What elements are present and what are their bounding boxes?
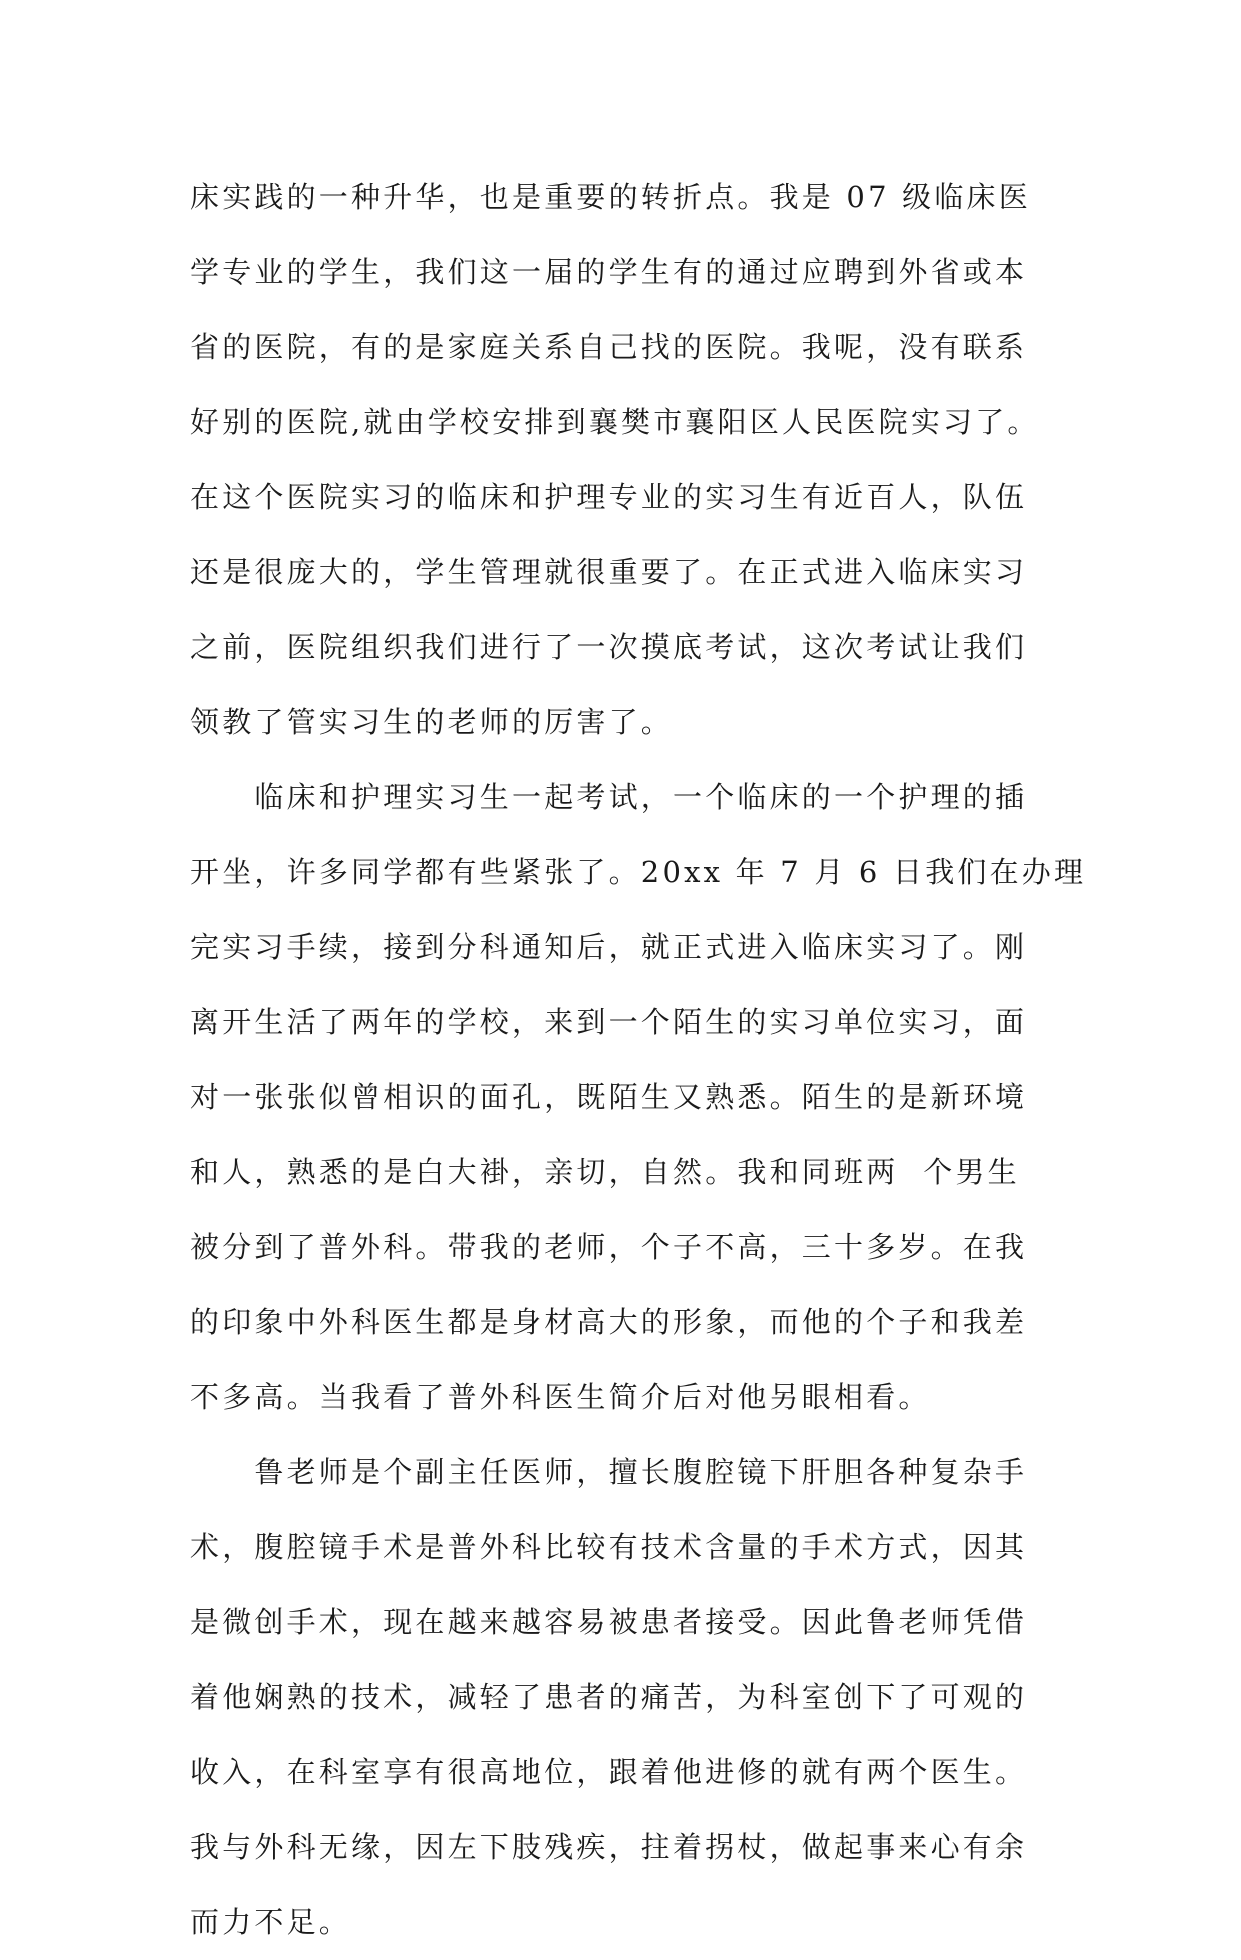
text-line: 还是很庞大的，学生管理就很重要了。在正式进入临床实习: [190, 555, 1028, 589]
text-line: 着他娴熟的技术，减轻了患者的痛苦，为科室创下了可观的: [190, 1680, 1028, 1714]
text-line: 收入，在科室享有很高地位，跟着他进修的就有两个医生。: [190, 1755, 1028, 1789]
text-line: 的印象中外科医生都是身材高大的形象，而他的个子和我差: [190, 1305, 1028, 1339]
text-line: 在这个医院实习的临床和护理专业的实习生有近百人，队伍: [190, 480, 1028, 514]
text-line: 是微创手术，现在越来越容易被患者接受。因此鲁老师凭借: [190, 1605, 1028, 1639]
text-line: 好别的医院,就由学校安排到襄樊市襄阳区人民医院实习了。: [190, 405, 1040, 439]
text-line: 学专业的学生，我们这一届的学生有的通过应聘到外省或本: [190, 255, 1028, 289]
text-line: 术，腹腔镜手术是普外科比较有技术含量的手术方式，因其: [190, 1530, 1028, 1564]
text-line: 不多高。当我看了普外科医生简介后对他另眼相看。: [190, 1380, 931, 1414]
text-line: 床实践的一种升华，也是重要的转折点。我是 07 级临床医: [190, 180, 1031, 214]
text-line: 领教了管实习生的老师的厉害了。: [190, 705, 674, 739]
text-line: 对一张张似曾相识的面孔，既陌生又熟悉。陌生的是新环境: [190, 1080, 1028, 1114]
text-line: 省的医院，有的是家庭关系自己找的医院。我呢，没有联系: [190, 330, 1028, 364]
document-body: [190, 160, 1087, 1960]
text-line: 之前，医院组织我们进行了一次摸底考试，这次考试让我们: [190, 630, 1028, 664]
text-line: 完实习手续，接到分科通知后，就正式进入临床实习了。刚: [190, 930, 1028, 964]
text-line: 鲁老师是个副主任医师，擅长腹腔镜下肝胆各种复杂手: [190, 1455, 1028, 1489]
text-line: 而力不足。: [190, 1905, 352, 1939]
text-line: 我与外科无缘，因左下肢残疾，拄着拐杖，做起事来心有余: [190, 1830, 1028, 1864]
text-line: 和人，熟悉的是白大褂，亲切，自然。我和同班两 个男生: [190, 1155, 1020, 1189]
text-line: 临床和护理实习生一起考试，一个临床的一个护理的插: [190, 780, 1028, 814]
text-line: 被分到了普外科。带我的老师，个子不高，三十多岁。在我: [190, 1230, 1028, 1264]
text-line: 开坐，许多同学都有些紧张了。20xx 年 7 月 6 日我们在办理: [190, 855, 1087, 889]
text-line: 离开生活了两年的学校，来到一个陌生的实习单位实习，面: [190, 1005, 1028, 1039]
